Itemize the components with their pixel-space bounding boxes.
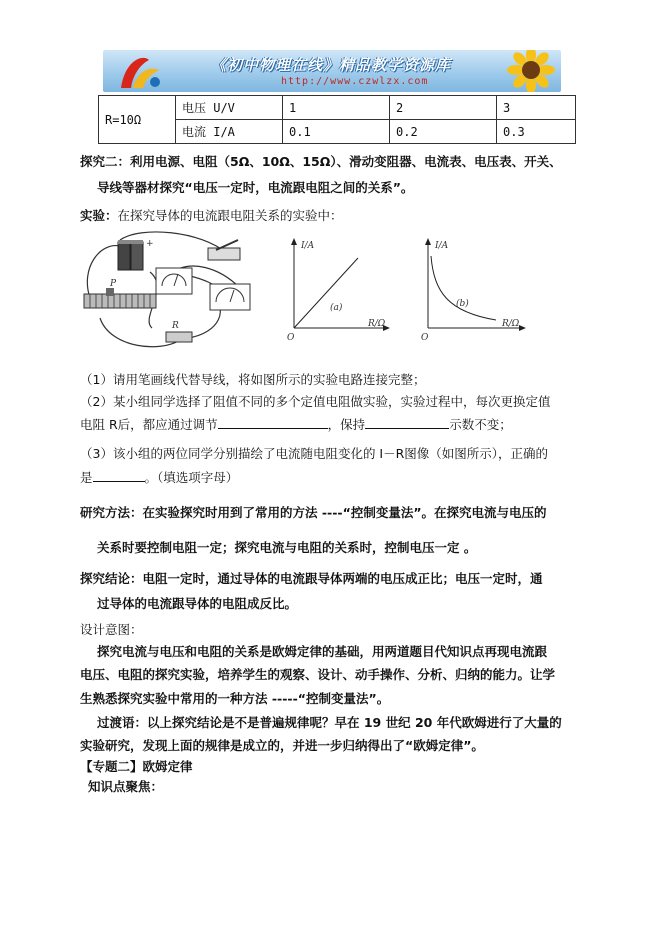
experiment-line xyxy=(80,206,343,224)
conclusion-line2: 过导体的电流跟导体的电阻成反比。 xyxy=(97,596,298,611)
graph-a-ylabel: I/A xyxy=(301,241,315,251)
design-line2: 电压、电阻的探究实验，培养学生的观察、设计、动手操作、分析、归纳的能力。让学 xyxy=(80,667,556,682)
row-header: 电流 I/A xyxy=(176,120,283,144)
design-line1: 探究电流与电压和电阻的关系是欧姆定律的基础，用两道题目代知识点再现电流跟 xyxy=(97,644,548,659)
method-line2: 关系时要控制电阻一定；探究电流与电阻的关系时，控制电压一定 。 xyxy=(97,540,477,555)
experiment-label: 实验： xyxy=(80,208,118,223)
graph-a-tag: (a) xyxy=(330,303,343,313)
header-banner xyxy=(103,50,561,92)
graph-b xyxy=(418,236,530,342)
question-2b-mid: ，保持 xyxy=(327,417,366,432)
table-cell: 0.3 xyxy=(497,120,576,144)
blank-adjust[interactable] xyxy=(218,416,328,429)
rheostat-icon xyxy=(84,288,156,308)
table-cell: 1 xyxy=(283,96,390,120)
blank-keep[interactable] xyxy=(365,416,449,429)
graph-b-ylabel: I/A xyxy=(435,241,449,251)
circuit-diagram xyxy=(80,228,265,356)
question-3b xyxy=(80,468,238,486)
conclusion-line1: 探究结论：电阻一定时，通过导体的电流跟导体两端的电压成正比；电压一定时，通 xyxy=(80,571,543,586)
graph-b-tag: (b) xyxy=(456,299,469,309)
question-2b xyxy=(80,415,512,433)
transition-line2: 实验研究，发现上面的规律是成立的，并进一步归纳得出了“欧姆定律”。 xyxy=(80,738,484,753)
voltmeter-icon xyxy=(156,268,192,294)
voltage-current-table xyxy=(98,95,576,144)
transition-line1: 过渡语：以上探究结论是不是普遍规律呢？早在 19 世纪 20 年代欧姆进行了大量的 xyxy=(97,715,562,730)
banner-url: http://www.czwlzx.com xyxy=(281,76,429,87)
design-title: 设计意图： xyxy=(80,622,143,637)
table-cell: 0.2 xyxy=(390,120,497,144)
resistance-cell: R=10Ω xyxy=(99,96,176,144)
graph-a xyxy=(284,236,394,342)
switch-icon xyxy=(208,240,240,260)
resistor-r-label: R xyxy=(172,321,179,331)
topic2-sub: 知识点聚焦： xyxy=(88,779,164,794)
graph-b-curve xyxy=(431,256,496,320)
graph-b-origin: O xyxy=(421,333,429,342)
question-3b-post: 。（填选项字母） xyxy=(144,470,239,485)
battery-icon xyxy=(118,240,143,270)
plus-label: + xyxy=(146,239,154,249)
question-3b-pre: 是 xyxy=(80,470,93,485)
graph-a-xlabel: R/Ω xyxy=(368,319,386,329)
ammeter-icon xyxy=(210,284,250,310)
graph-a-origin: O xyxy=(287,333,295,342)
question-2b-pre: 电阻 R后，都应通过调节 xyxy=(80,417,218,432)
blank-answer[interactable] xyxy=(93,469,145,482)
explore2-line2: 导线等器材探究“电压一定时，电流跟电阻之间的关系”。 xyxy=(97,180,414,195)
graph-a-line xyxy=(294,258,358,328)
design-line3: 生熟悉探究实验中常用的一种方法 -----“控制变量法”。 xyxy=(80,691,390,706)
slider-p-label: P xyxy=(110,279,117,289)
table-row xyxy=(99,96,576,120)
question-1: （1）请用笔画线代替导线，将如图所示的实验电路连接完整； xyxy=(80,372,426,387)
question-2a: （2）某小组同学选择了阻值不同的多个定值电阻做实验，实验过程中，每次更换定值 xyxy=(80,394,551,409)
method-line1: 研究方法：在实验探究时用到了常用的方法 ----“控制变量法”。在探究电流与电压的 xyxy=(80,505,547,520)
graph-b-xlabel: R/Ω xyxy=(502,319,520,329)
topic2-title: 【专题二】欧姆定律 xyxy=(80,759,193,774)
resistor-icon xyxy=(166,332,192,342)
table-cell: 0.1 xyxy=(283,120,390,144)
experiment-text: 在探究导体的电流跟电阻关系的实验中： xyxy=(117,208,343,223)
table-cell: 3 xyxy=(497,96,576,120)
table-cell: 2 xyxy=(390,96,497,120)
question-3a: （3）该小组的两位同学分别描绘了电流随电阻变化的 I－R图像（如图所示），正确的 xyxy=(80,446,549,461)
question-2b-post: 示数不变； xyxy=(449,417,512,432)
sunflower-icon xyxy=(483,50,561,92)
explore2-line1: 探究二：利用电源、电阻（5Ω、10Ω、15Ω）、滑动变阻器、电流表、电压表、开关、 xyxy=(80,154,562,169)
row-header: 电压 U/V xyxy=(176,96,283,120)
banner-title: 《初中物理在线》精品教学资源库 xyxy=(211,56,452,74)
